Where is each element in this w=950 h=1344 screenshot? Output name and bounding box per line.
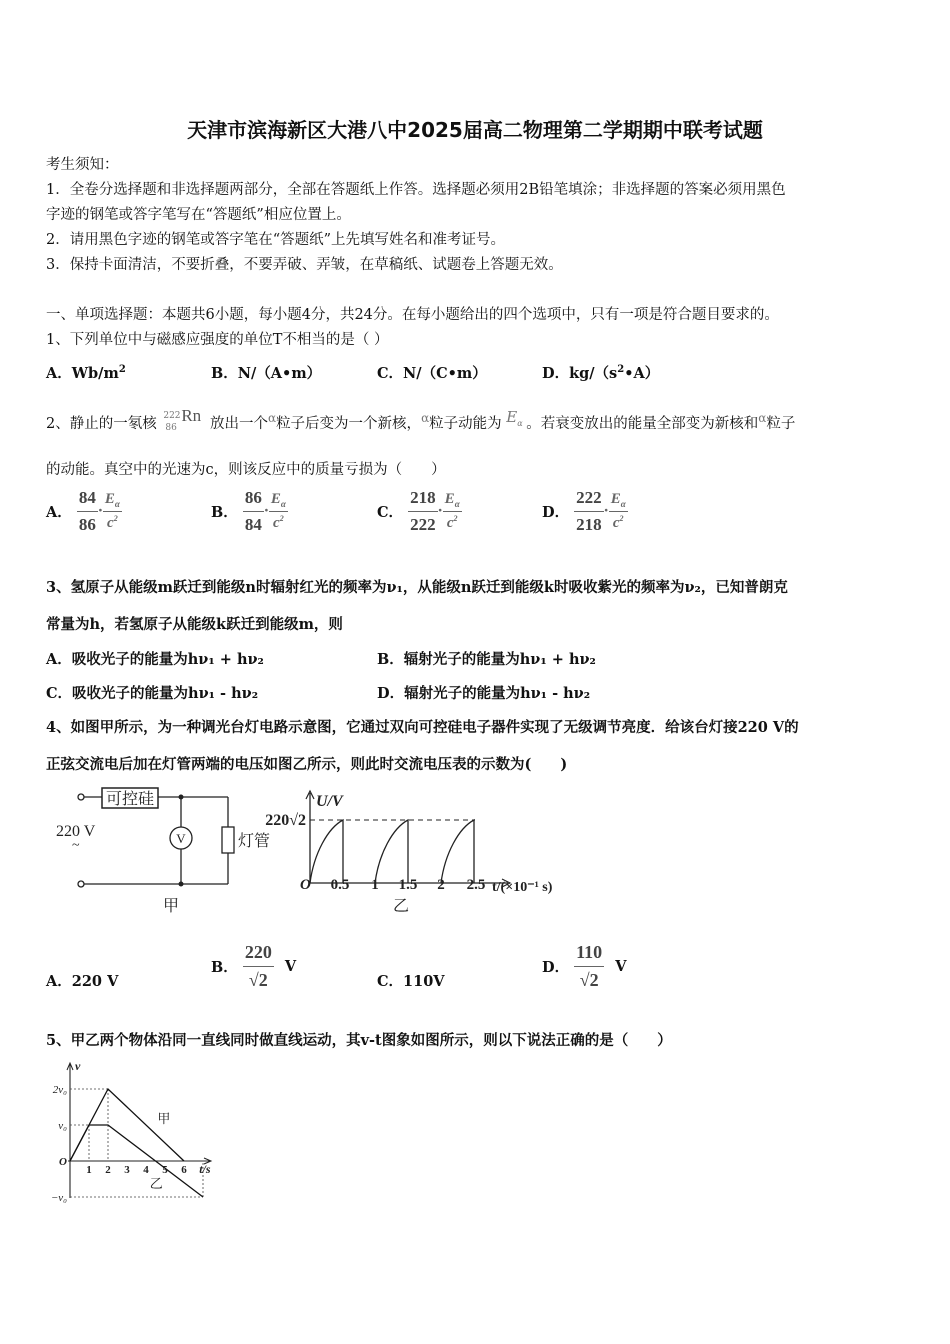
q1-option-a[interactable]: A．$Wb/m^2$ bbox=[46, 364, 126, 382]
tick-label: 2 bbox=[437, 877, 445, 893]
question-4-stem-cont: 正弦交流电后加在灯管两端的电压如图乙所示，则此时交流电压表的示数为( ) bbox=[46, 756, 568, 773]
lamp-label: 灯管 bbox=[238, 833, 271, 850]
vt-chart bbox=[40, 1058, 220, 1208]
x-tick-label: 6 bbox=[181, 1164, 187, 1176]
q4-option-d[interactable]: D． $\frac{110}{√2}$ V bbox=[542, 942, 627, 990]
y-tick-label: −v₀ bbox=[50, 1192, 67, 1204]
q3-option-c[interactable]: C．吸收光子的能量为hν₁ - hν₂ bbox=[46, 685, 259, 702]
notice-item-3: 3．保持卡面清洁，不要折叠，不要弄破、弄皱，在草稿纸、试题卷上答题无效。 bbox=[46, 257, 563, 273]
page-title: 天津市滨海新区大港八中2025届高二物理第二学期期中联考试题 bbox=[187, 118, 763, 142]
x-tick-label: 5 bbox=[162, 1164, 168, 1176]
y-tick-label: 2v₀ bbox=[52, 1084, 67, 1096]
q2-option-a[interactable]: A． $\frac{84}{86}$ · $\frac{E_\alpha}{c^2}$ bbox=[46, 488, 120, 534]
y-axis-label: U/V bbox=[316, 793, 343, 810]
tick-label: 0.5 bbox=[330, 877, 350, 893]
question-2-stem: 2、静止的一氡核 222 86 Rn 放出一个$^\alpha$粒子后变为一个新核，$^\alpha$粒子动能为 $E_\alpha$ 。若衰变放出的能量全部变为新核和$^\alpha$粒子 bbox=[46, 398, 795, 443]
notice-item-2: 2．请用黑色字迹的钢笔或答字笔在“答题纸”上先填写姓名和准考证号。 bbox=[46, 232, 506, 248]
q1-option-d[interactable]: D．$kg/(s^2•A)$ bbox=[542, 364, 660, 382]
question-4-stem: 4、如图甲所示，为一种调光台灯电路示意图，它通过双向可控硅电子器件实现了无级调节亮度．给该台灯接220 V的 bbox=[46, 719, 799, 736]
x-tick-label: 4 bbox=[143, 1164, 149, 1176]
y-tick-label: O bbox=[59, 1156, 67, 1168]
question-3-stem-cont: 常量为h，若氢原子从能级k跃迁到能级m，则 bbox=[46, 616, 343, 633]
q4-option-b[interactable]: B． $\frac{220}{√2}$ V bbox=[211, 942, 297, 990]
notice-item-1: 1．全卷分选择题和非选择题两部分，全部在答题纸上作答。选择题必须用2B铅笔填涂；非选择题的答案必须用黑色 bbox=[46, 182, 786, 198]
q2-option-c[interactable]: C． $\frac{218}{222}$ · $\frac{E_\alpha}{c^2}$ bbox=[377, 488, 460, 534]
notice-item-1-cont: 字迹的钢笔或答字笔写在“答题纸”相应位置上。 bbox=[46, 207, 351, 223]
y-tick-label: v₀ bbox=[58, 1120, 67, 1132]
q3-option-b[interactable]: B．辐射光子的能量为hν₁ + hν₂ bbox=[377, 651, 596, 668]
source-tilde: ~ bbox=[72, 838, 80, 853]
nuclide-notation: 222 86 Rn bbox=[163, 406, 202, 433]
question-3-stem: 3、氢原子从能级m跃迁到能级n时辐射红光的频率为ν₁，从能级n跃迁到能级k时吸收紫光的频率为ν₂，已知普朗克 bbox=[46, 579, 788, 596]
x-axis-label: t/(×10⁻¹ s) bbox=[492, 880, 553, 895]
x-axis-label: t/s bbox=[199, 1162, 211, 1176]
notice-heading: 考生须知： bbox=[46, 157, 119, 173]
question-5-stem: 5、甲乙两个物体沿同一直线同时做直线运动，其v-t图象如图所示，则以下说法正确的是（ ） bbox=[46, 1032, 672, 1049]
figure-yi-caption: 乙 bbox=[392, 898, 410, 915]
series-label-yi: 乙 bbox=[149, 1176, 163, 1191]
question-1-stem: 1、下列单位中与磁感应强度的单位T不相当的是（ ） bbox=[46, 332, 389, 348]
x-tick-label: 2 bbox=[105, 1164, 111, 1176]
voltage-waveform bbox=[258, 783, 573, 918]
peak-voltage-label: 220√2 bbox=[265, 812, 306, 829]
x-tick-label: 3 bbox=[124, 1164, 130, 1176]
y-axis-label: v bbox=[75, 1059, 81, 1073]
tick-label: 1 bbox=[371, 877, 379, 893]
q1-option-b[interactable]: B．N/（A•m） bbox=[211, 365, 322, 382]
q4-option-a[interactable]: A．220 V bbox=[46, 973, 119, 990]
q3-option-d[interactable]: D．辐射光子的能量为hν₁ - hν₂ bbox=[377, 685, 591, 702]
tick-label: 1.5 bbox=[398, 877, 418, 893]
tick-label: 2.5 bbox=[466, 877, 486, 893]
origin-label: O bbox=[300, 877, 311, 893]
thyristor-label: 可控硅 bbox=[105, 791, 155, 808]
circuit-diagram bbox=[50, 783, 285, 918]
x-tick-label: 1 bbox=[86, 1164, 92, 1176]
voltmeter-symbol: V bbox=[176, 831, 186, 846]
q4-option-c[interactable]: C．110V bbox=[377, 973, 445, 990]
source-label: 220 V bbox=[56, 823, 96, 840]
q3-option-a[interactable]: A．吸收光子的能量为hν₁ + hν₂ bbox=[46, 651, 264, 668]
series-label-jia: 甲 bbox=[157, 1111, 171, 1127]
figure-jia-caption: 甲 bbox=[162, 898, 180, 915]
q2-option-b[interactable]: B． $\frac{86}{84}$ · $\frac{E_\alpha}{c^2}$ bbox=[211, 488, 286, 534]
q2-option-d[interactable]: D． $\frac{222}{218}$ · $\frac{E_\alpha}{c^2}$ bbox=[542, 488, 626, 534]
q1-option-c[interactable]: C．N/（C•m） bbox=[377, 365, 487, 382]
question-2-stem-cont: 的动能。真空中的光速为c，则该反应中的质量亏损为（ ） bbox=[46, 462, 446, 478]
section-heading: 一、单项选择题：本题共6小题，每小题4分，共24分。在每小题给出的四个选项中，只有一项是符合题目要求的。 bbox=[46, 307, 779, 323]
